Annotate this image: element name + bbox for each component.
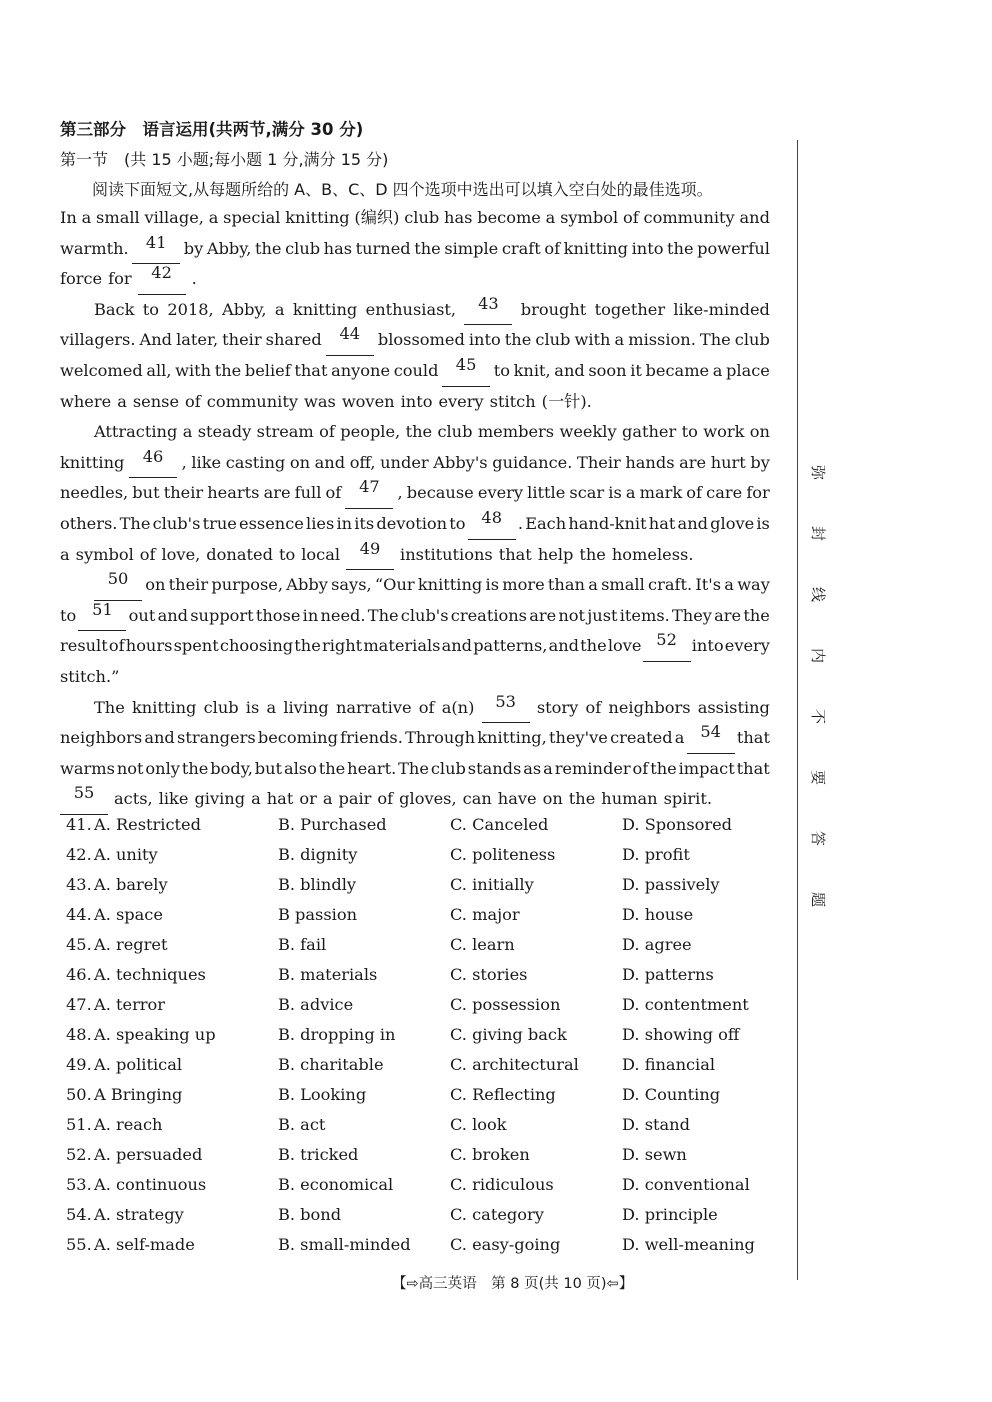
instruction-text: 阅读下面短文,从每题所给的 A、B、C、D 四个选项中选出可以填入空白处的最佳选项。	[92, 180, 713, 199]
blank-53: 53	[482, 693, 530, 724]
option-c: C. initially	[450, 875, 534, 894]
passage-line: stitch.”	[60, 666, 120, 686]
blank-55: 55	[60, 784, 108, 815]
option-c: C. giving back	[450, 1025, 567, 1044]
page-footer: 【⇨高三英语 第 8 页(共 10 页)⇦】	[392, 1276, 634, 1292]
option-row	[66, 1055, 786, 1085]
question-number: 47.	[66, 995, 92, 1014]
passage-line: to 51 out and support those in need. The club's creations are not just items. They are the	[60, 601, 770, 632]
seal-char: 题	[809, 891, 828, 908]
option-a: A. continuous	[94, 1175, 207, 1194]
option-b: B. small-minded	[278, 1235, 411, 1254]
passage-line: Attracting a steady stream of people, the club members weekly gather to work on	[94, 422, 770, 442]
option-row	[66, 1115, 786, 1145]
option-b: B. blindly	[278, 875, 357, 894]
option-a: A. barely	[94, 875, 168, 894]
option-b: B. act	[278, 1115, 326, 1134]
question-number: 51.	[66, 1115, 92, 1134]
question-number: 50.	[66, 1085, 92, 1104]
option-b: B. Purchased	[278, 815, 387, 834]
passage-line: knitting 46 , like casting on and off, under Abby's guidance. Their hands are hurt by	[60, 448, 770, 479]
blank-45: 45	[442, 356, 490, 387]
option-b: B. fail	[278, 935, 327, 954]
option-a: A. reach	[94, 1115, 163, 1134]
seal-line	[797, 140, 798, 1280]
option-c: C. ridiculous	[450, 1175, 554, 1194]
option-row	[66, 875, 786, 905]
passage-line: villagers. And later, their shared 44 blossomed into the club with a mission. The club	[60, 325, 770, 356]
passage-line: neighbors and strangers becoming friends. Through knitting, they've created a 54 that	[60, 723, 770, 754]
passage-line: a symbol of love, donated to local 49 institutions that help the homeless.	[60, 540, 770, 571]
option-c: C. learn	[450, 935, 515, 954]
option-c: C. category	[450, 1205, 544, 1224]
blank-50: 50	[94, 570, 142, 601]
option-row	[66, 1175, 786, 1205]
passage-line: force for 42 .	[60, 264, 770, 295]
option-b: B. bond	[278, 1205, 342, 1224]
option-c: C. architectural	[450, 1055, 579, 1074]
option-row	[66, 995, 786, 1025]
option-c: C. Reflecting	[450, 1085, 556, 1104]
passage-line: welcomed all, with the belief that anyone could 45 to knit, and soon it became a place	[60, 356, 770, 387]
option-d: D. Sponsored	[622, 815, 733, 834]
section-title: 第一节 (共 15 小题;每小题 1 分,满分 15 分)	[60, 150, 389, 169]
passage-line: warmth. 41 by Abby, the club has turned the simple craft of knitting into the powerful	[60, 234, 770, 265]
option-d: D. contentment	[622, 995, 749, 1014]
option-d: D. showing off	[622, 1025, 740, 1044]
question-number: 42.	[66, 845, 92, 864]
option-a: A. space	[94, 905, 163, 924]
option-row	[66, 1025, 786, 1055]
question-number: 54.	[66, 1205, 92, 1224]
option-row	[66, 1145, 786, 1175]
question-number: 43.	[66, 875, 92, 894]
blank-42: 42	[138, 264, 186, 295]
blank-43: 43	[464, 295, 512, 326]
option-row	[66, 935, 786, 965]
option-d: D. passively	[622, 875, 720, 894]
option-c: C. possession	[450, 995, 561, 1014]
seal-char: 弥	[809, 464, 828, 481]
part-title: 第三部分 语言运用(共两节,满分 30 分)	[60, 120, 364, 139]
seal-char: 不	[809, 708, 828, 725]
option-row	[66, 1235, 786, 1265]
option-c: C. easy-going	[450, 1235, 561, 1254]
blank-51: 51	[78, 601, 126, 632]
cloze-passage	[60, 203, 770, 815]
option-a: A. political	[94, 1055, 183, 1074]
option-row	[66, 845, 786, 875]
passage-line: In a small village, a special knitting (编织) club has become a symbol of community and	[60, 208, 770, 227]
passage-line: needles, but their hearts are full of 47 , because every little scar is a mark of care for	[60, 478, 770, 509]
question-number: 48.	[66, 1025, 92, 1044]
option-a: A. regret	[94, 935, 168, 954]
seal-char: 封	[809, 525, 828, 542]
blank-49: 49	[346, 540, 394, 571]
blank-47: 47	[345, 478, 393, 509]
blank-48: 48	[468, 509, 516, 540]
option-a: A. self-made	[94, 1235, 195, 1254]
option-row	[66, 815, 786, 845]
option-a: A. strategy	[94, 1205, 184, 1224]
option-a: A Bringing	[94, 1085, 183, 1104]
seal-char: 线	[809, 586, 828, 603]
option-d: D. profit	[622, 845, 690, 864]
option-c: C. stories	[450, 965, 528, 984]
option-row	[66, 905, 786, 935]
option-a: A. terror	[94, 995, 166, 1014]
blank-44: 44	[326, 325, 374, 356]
option-a: A. speaking up	[94, 1025, 216, 1044]
option-d: D. agree	[622, 935, 692, 954]
option-d: D. stand	[622, 1115, 690, 1134]
blank-41: 41	[132, 234, 180, 265]
question-number: 52.	[66, 1145, 92, 1164]
option-row	[66, 1085, 786, 1115]
option-b: B passion	[278, 905, 358, 924]
option-b: B. dignity	[278, 845, 358, 864]
question-number: 46.	[66, 965, 92, 984]
passage-line: The knitting club is a living narrative of a(n) 53 story of neighbors assisting	[60, 693, 770, 724]
passage-line: result of hours spent choosing the right materials and patterns, and the love 52 into every	[60, 631, 770, 662]
blank-54: 54	[687, 723, 735, 754]
question-number: 44.	[66, 905, 92, 924]
option-b: B. materials	[278, 965, 378, 984]
seal-char: 答	[809, 830, 828, 847]
option-b: B. charitable	[278, 1055, 384, 1074]
option-b: B. tricked	[278, 1145, 359, 1164]
question-number: 45.	[66, 935, 92, 954]
passage-line: 55 acts, like giving a hat or a pair of gloves, can have on the human spirit.	[60, 784, 770, 815]
question-number: 41.	[66, 815, 92, 834]
option-d: D. sewn	[622, 1145, 687, 1164]
passage-line: 50 on their purpose, Abby says, “Our knitting is more than a small craft. It's a way	[60, 570, 770, 601]
option-a: A. persuaded	[94, 1145, 203, 1164]
question-number: 49.	[66, 1055, 92, 1074]
option-b: B. Looking	[278, 1085, 367, 1104]
option-d: D. patterns	[622, 965, 714, 984]
option-c: C. look	[450, 1115, 507, 1134]
option-row	[66, 965, 786, 995]
option-a: A. techniques	[94, 965, 206, 984]
passage-line: warms not only the body, but also the heart. The club stands as a reminder of the impact that	[60, 758, 770, 778]
question-number: 53.	[66, 1175, 92, 1194]
option-c: C. Canceled	[450, 815, 549, 834]
option-d: D. principle	[622, 1205, 718, 1224]
option-d: D. Counting	[622, 1085, 721, 1104]
option-b: B. dropping in	[278, 1025, 396, 1044]
option-d: D. conventional	[622, 1175, 750, 1194]
option-b: B. advice	[278, 995, 354, 1014]
option-c: C. major	[450, 905, 520, 924]
option-d: D. well-meaning	[622, 1235, 755, 1254]
seal-char: 内	[809, 647, 828, 664]
option-c: C. broken	[450, 1145, 530, 1164]
seal-char: 要	[809, 769, 828, 786]
option-d: D. house	[622, 905, 694, 924]
blank-52: 52	[643, 631, 691, 662]
option-c: C. politeness	[450, 845, 556, 864]
passage-line: others. The club's true essence lies in its devotion to 48 . Each hand-knit hat and glove is	[60, 509, 770, 540]
option-a: A. unity	[94, 845, 158, 864]
option-b: B. economical	[278, 1175, 394, 1194]
blank-46: 46	[129, 448, 177, 479]
passage-line: Back to 2018, Abby, a knitting enthusiast, 43 brought together like-minded	[60, 295, 770, 326]
option-row	[66, 1205, 786, 1235]
option-d: D. financial	[622, 1055, 716, 1074]
passage-line: where a sense of community was woven into every stitch (一针).	[60, 391, 592, 411]
option-a: A. Restricted	[94, 815, 201, 834]
question-number: 55.	[66, 1235, 92, 1254]
